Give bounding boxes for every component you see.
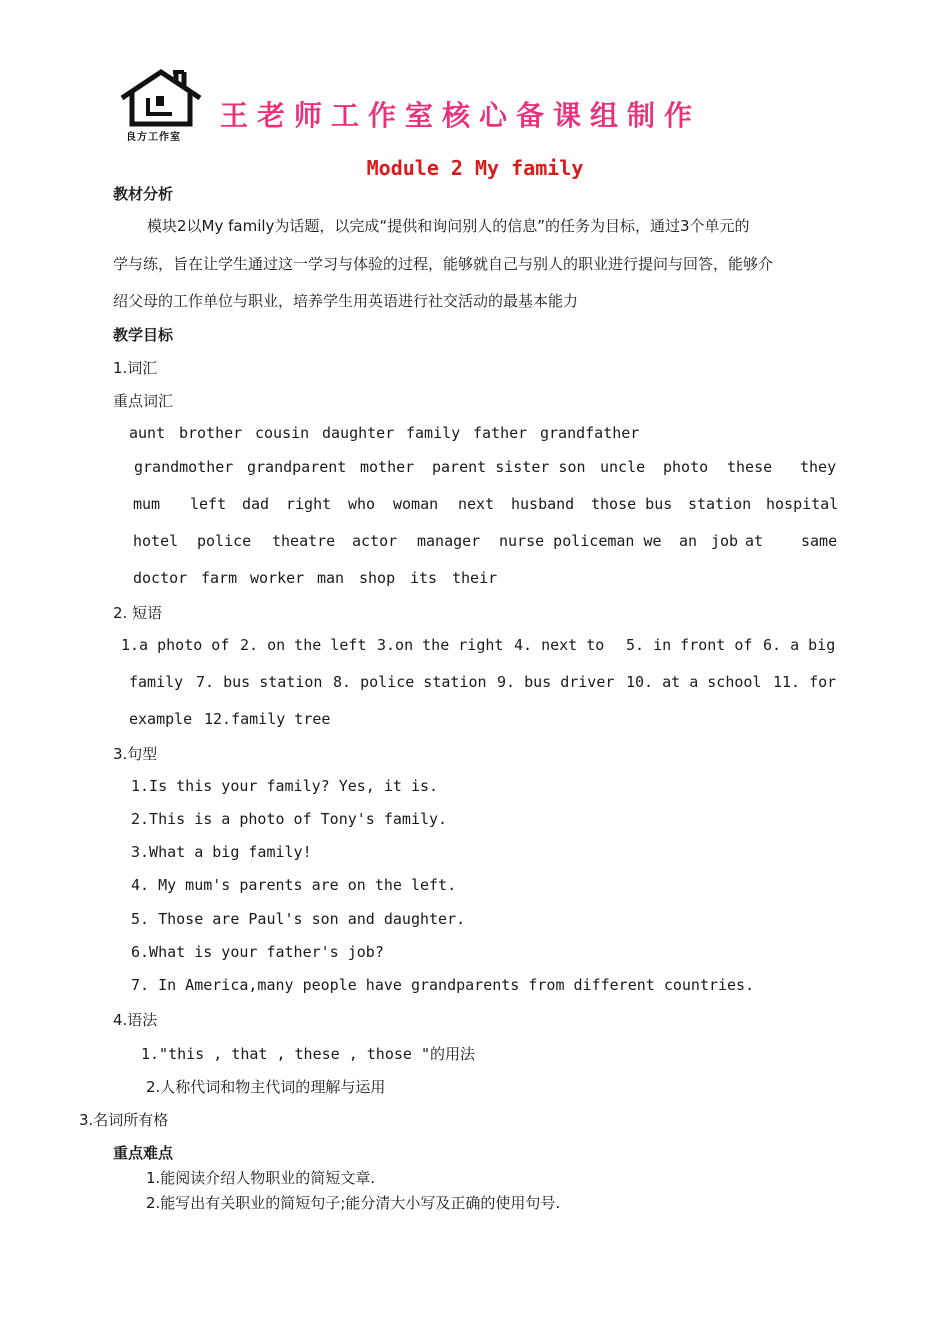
vocab-word: man: [317, 569, 345, 587]
vocab-word: grandparent: [247, 458, 347, 476]
phrase: family: [129, 673, 184, 691]
vocab-word: an: [679, 532, 698, 550]
phrase: 9. bus driver: [497, 673, 615, 691]
sentence: 6.What is your father's job?: [131, 943, 384, 961]
vocab-word: photo: [663, 458, 709, 476]
grammar-title: 4.语法: [113, 1011, 158, 1029]
logo-caption: 良方工作室: [126, 132, 181, 143]
vocab-word: their: [452, 569, 498, 587]
phrase: example: [129, 710, 193, 728]
vocab-word: theatre: [272, 532, 336, 550]
vocab-word: dad: [242, 495, 270, 513]
sentence: 3.What a big family!: [131, 843, 312, 861]
vocab-word: grandmother: [134, 458, 234, 476]
sentence: 7. In America,many people have grandparents from different countries.: [131, 976, 755, 994]
phrase: 12.family tree: [204, 710, 331, 728]
difficulty-item: 2.能写出有关职业的简短句子;能分清大小写及正确的使用句号.: [146, 1194, 561, 1212]
vocab-word: cousin: [255, 424, 310, 442]
objectives-heading: 教学目标: [113, 326, 174, 344]
vocab-word: woman: [393, 495, 439, 513]
vocab-word: left: [190, 495, 227, 513]
phrases-title: 2. 短语: [113, 604, 163, 622]
vocab-word: those bus: [591, 495, 673, 513]
vocab-word: aunt: [129, 424, 166, 442]
vocab-word: family: [406, 424, 461, 442]
vocab-word: hospital: [766, 495, 839, 513]
analysis-line-3: 绍父母的工作单位与职业，培养学生用英语进行社交活动的最基本能力: [113, 292, 579, 310]
sentence: 2.This is a photo of Tony's family.: [131, 810, 448, 828]
sentences-title: 3.句型: [113, 745, 158, 763]
analysis-line-1: 模块2以My family为话题，以完成“提供和询问别人的信息”的任务为目标，通过3个单元的: [147, 217, 750, 235]
phrase: 5. in front of: [626, 636, 753, 654]
difficulty-item: 1.能阅读介绍人物职业的简短文章.: [146, 1169, 376, 1187]
vocab-word: right: [286, 495, 332, 513]
vocab-word: husband: [511, 495, 575, 513]
vocab-word: they: [800, 458, 837, 476]
phrase: 8. police station: [333, 673, 487, 691]
vocab-word: station: [688, 495, 752, 513]
vocab-word: worker: [250, 569, 305, 587]
vocab-word: manager: [417, 532, 481, 550]
vocab-word: grandfather: [540, 424, 640, 442]
phrase: 6. a big: [763, 636, 836, 654]
studio-title: 王老师工作室核心备课组制作: [220, 99, 702, 132]
sentence: 4. My mum's parents are on the left.: [131, 876, 457, 894]
vocab-word: at: [745, 532, 764, 550]
key-vocab-title: 重点词汇: [113, 392, 174, 410]
vocab-word: its: [410, 569, 438, 587]
vocab-word: father: [473, 424, 528, 442]
phrase: 10. at a school: [626, 673, 762, 691]
vocab-word: who: [348, 495, 376, 513]
vocab-word: farm: [201, 569, 238, 587]
vocab-word: uncle: [600, 458, 646, 476]
grammar-item: 1."this , that , these , those "的用法: [141, 1045, 475, 1063]
possessive-item: 3.名词所有格: [79, 1111, 169, 1129]
phrase: 11. for: [773, 673, 837, 691]
sentence: 5. Those are Paul's son and daughter.: [131, 910, 466, 928]
vocab-word: police: [197, 532, 252, 550]
phrase: 7. bus station: [196, 673, 323, 691]
vocab-word: job: [711, 532, 739, 550]
vocab-word: same: [801, 532, 838, 550]
page-title: Module 2 My family: [366, 156, 584, 180]
phrase: 3.on the right: [377, 636, 504, 654]
vocab-word: doctor: [133, 569, 188, 587]
difficulties-heading: 重点难点: [113, 1144, 174, 1162]
vocab-word: mum: [133, 495, 161, 513]
vocab-word: brother: [179, 424, 243, 442]
vocab-word: parent sister son: [432, 458, 586, 476]
analysis-line-2: 学与练，旨在让学生通过这一学习与体验的过程，能够就自己与别人的职业进行提问与回答，能够介: [113, 255, 774, 273]
vocab-word: hotel: [133, 532, 179, 550]
vocab-title: 1.词汇: [113, 359, 158, 377]
vocab-word: shop: [359, 569, 396, 587]
vocab-word: next: [458, 495, 495, 513]
phrase: 2. on the left: [240, 636, 367, 654]
analysis-heading: 教材分析: [113, 185, 174, 203]
vocab-word: actor: [352, 532, 398, 550]
vocab-word: daughter: [322, 424, 395, 442]
vocab-word: mother: [360, 458, 415, 476]
vocab-word: these: [727, 458, 773, 476]
sentence: 1.Is this your family? Yes, it is.: [131, 777, 439, 795]
grammar-item: 2.人称代词和物主代词的理解与运用: [146, 1078, 386, 1096]
vocab-word: nurse policeman we: [499, 532, 662, 550]
phrase: 4. next to: [514, 636, 605, 654]
phrase: 1.a photo of: [121, 636, 230, 654]
